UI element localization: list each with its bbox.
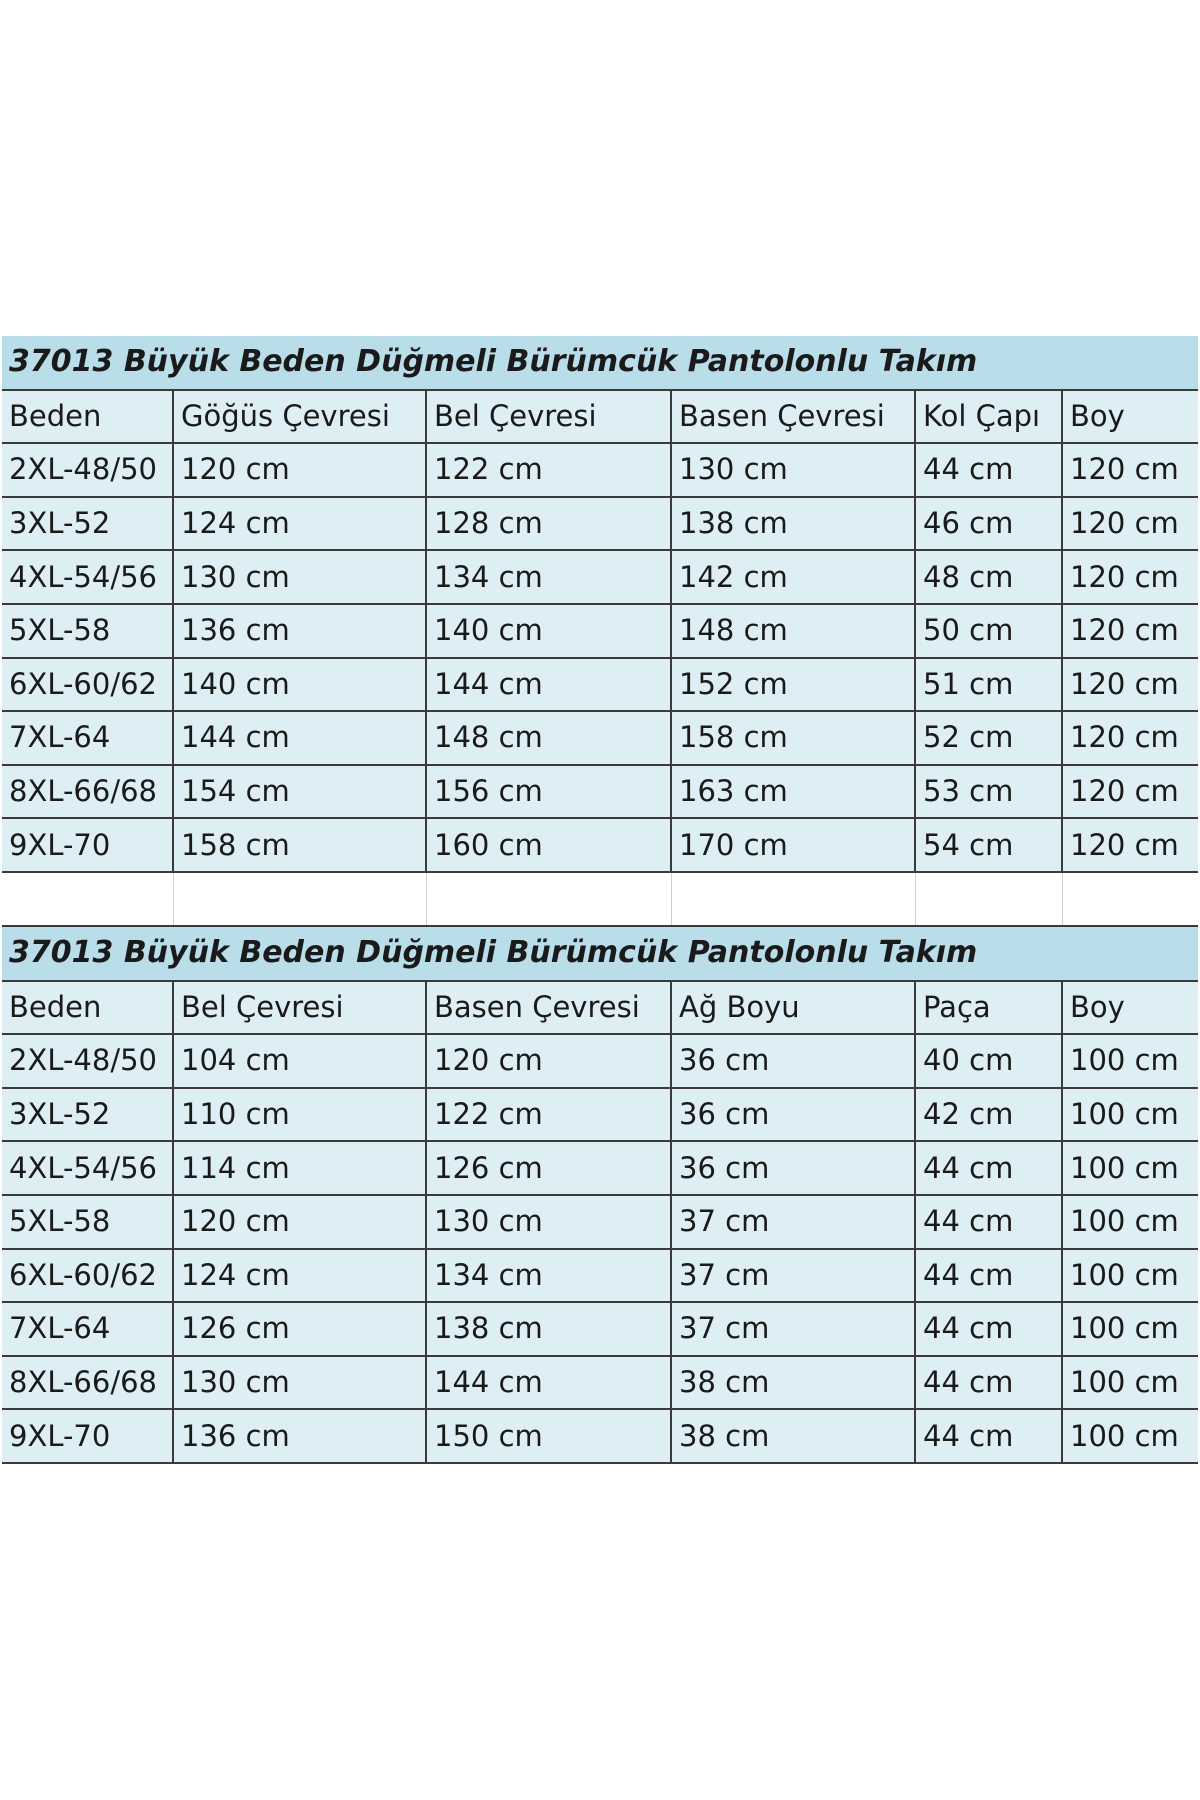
- measurement-cell: 130 cm: [173, 550, 426, 604]
- measurement-cell: 122 cm: [426, 1088, 671, 1142]
- size-cell: 6XL-60/62: [2, 1249, 173, 1303]
- column-header: Paça: [915, 981, 1062, 1035]
- measurement-cell: 120 cm: [1062, 658, 1198, 712]
- empty-cell: [671, 872, 915, 926]
- table-row: [2, 550, 1198, 604]
- measurement-cell: 124 cm: [173, 497, 426, 551]
- measurement-cell: 120 cm: [1062, 550, 1198, 604]
- empty-spacer-row: [2, 872, 1198, 926]
- measurement-cell: 120 cm: [173, 1195, 426, 1249]
- measurement-cell: 50 cm: [915, 604, 1062, 658]
- size-cell: 2XL-48/50: [2, 443, 173, 497]
- measurement-cell: 37 cm: [671, 1195, 915, 1249]
- measurement-cell: 104 cm: [173, 1034, 426, 1088]
- measurement-cell: 154 cm: [173, 765, 426, 819]
- measurement-cell: 140 cm: [173, 658, 426, 712]
- measurement-cell: 142 cm: [671, 550, 915, 604]
- measurement-cell: 36 cm: [671, 1088, 915, 1142]
- table-row: [2, 1302, 1198, 1356]
- measurement-cell: 128 cm: [426, 497, 671, 551]
- column-header: Bel Çevresi: [426, 390, 671, 444]
- measurement-cell: 53 cm: [915, 765, 1062, 819]
- measurement-cell: 110 cm: [173, 1088, 426, 1142]
- measurement-cell: 148 cm: [671, 604, 915, 658]
- measurement-cell: 120 cm: [1062, 818, 1198, 872]
- measurement-cell: 144 cm: [426, 1356, 671, 1410]
- table-title: 37013 Büyük Beden Düğmeli Bürümcük Pantolonlu Takım: [2, 336, 1198, 390]
- column-header: Beden: [2, 390, 173, 444]
- measurement-cell: 124 cm: [173, 1249, 426, 1303]
- measurement-cell: 156 cm: [426, 765, 671, 819]
- measurement-cell: 120 cm: [173, 443, 426, 497]
- top-size-table: [2, 336, 1198, 927]
- measurement-cell: 114 cm: [173, 1141, 426, 1195]
- measurement-cell: 120 cm: [1062, 497, 1198, 551]
- column-header: Bel Çevresi: [173, 981, 426, 1035]
- measurement-cell: 37 cm: [671, 1302, 915, 1356]
- size-cell: 2XL-48/50: [2, 1034, 173, 1088]
- column-header: Basen Çevresi: [426, 981, 671, 1035]
- size-cell: 8XL-66/68: [2, 765, 173, 819]
- measurement-cell: 52 cm: [915, 711, 1062, 765]
- measurement-cell: 38 cm: [671, 1409, 915, 1463]
- size-cell: 8XL-66/68: [2, 1356, 173, 1410]
- measurement-cell: 140 cm: [426, 604, 671, 658]
- size-cell: 6XL-60/62: [2, 658, 173, 712]
- measurement-cell: 136 cm: [173, 604, 426, 658]
- measurement-cell: 163 cm: [671, 765, 915, 819]
- column-header: Ağ Boyu: [671, 981, 915, 1035]
- top-table-body: [2, 336, 1198, 926]
- measurement-cell: 44 cm: [915, 1302, 1062, 1356]
- measurement-cell: 44 cm: [915, 1141, 1062, 1195]
- table-title-row: [2, 927, 1198, 981]
- measurement-cell: 158 cm: [173, 818, 426, 872]
- measurement-cell: 120 cm: [1062, 711, 1198, 765]
- measurement-cell: 130 cm: [671, 443, 915, 497]
- measurement-cell: 100 cm: [1062, 1249, 1198, 1303]
- column-header: Kol Çapı: [915, 390, 1062, 444]
- measurement-cell: 36 cm: [671, 1034, 915, 1088]
- measurement-cell: 100 cm: [1062, 1034, 1198, 1088]
- table-row: [2, 1249, 1198, 1303]
- measurement-cell: 136 cm: [173, 1409, 426, 1463]
- measurement-cell: 150 cm: [426, 1409, 671, 1463]
- size-cell: 4XL-54/56: [2, 550, 173, 604]
- measurement-cell: 138 cm: [426, 1302, 671, 1356]
- measurement-cell: 40 cm: [915, 1034, 1062, 1088]
- measurement-cell: 144 cm: [173, 711, 426, 765]
- table-row: [2, 1356, 1198, 1410]
- measurement-cell: 44 cm: [915, 1356, 1062, 1410]
- table-row: [2, 765, 1198, 819]
- table-row: [2, 818, 1198, 872]
- measurement-cell: 148 cm: [426, 711, 671, 765]
- size-cell: 3XL-52: [2, 1088, 173, 1142]
- measurement-cell: 100 cm: [1062, 1141, 1198, 1195]
- measurement-cell: 100 cm: [1062, 1409, 1198, 1463]
- table-header-row: [2, 981, 1198, 1035]
- column-header: Basen Çevresi: [671, 390, 915, 444]
- empty-cell: [426, 872, 671, 926]
- measurement-cell: 120 cm: [426, 1034, 671, 1088]
- table-row: [2, 443, 1198, 497]
- measurement-cell: 44 cm: [915, 1195, 1062, 1249]
- table-row: [2, 1141, 1198, 1195]
- measurement-cell: 100 cm: [1062, 1356, 1198, 1410]
- table-row: [2, 497, 1198, 551]
- measurement-cell: 100 cm: [1062, 1302, 1198, 1356]
- size-cell: 9XL-70: [2, 818, 173, 872]
- measurement-cell: 38 cm: [671, 1356, 915, 1410]
- measurement-cell: 44 cm: [915, 1249, 1062, 1303]
- table-header-row: [2, 390, 1198, 444]
- measurement-cell: 100 cm: [1062, 1195, 1198, 1249]
- measurement-cell: 37 cm: [671, 1249, 915, 1303]
- measurement-cell: 134 cm: [426, 1249, 671, 1303]
- measurement-cell: 160 cm: [426, 818, 671, 872]
- measurement-cell: 144 cm: [426, 658, 671, 712]
- measurement-cell: 51 cm: [915, 658, 1062, 712]
- measurement-cell: 170 cm: [671, 818, 915, 872]
- table-row: [2, 1195, 1198, 1249]
- size-cell: 5XL-58: [2, 604, 173, 658]
- measurement-cell: 152 cm: [671, 658, 915, 712]
- table-title-row: [2, 336, 1198, 390]
- bottom-size-table: [2, 927, 1198, 1464]
- measurement-cell: 120 cm: [1062, 604, 1198, 658]
- measurement-cell: 54 cm: [915, 818, 1062, 872]
- measurement-cell: 158 cm: [671, 711, 915, 765]
- measurement-cell: 130 cm: [173, 1356, 426, 1410]
- measurement-cell: 44 cm: [915, 443, 1062, 497]
- size-cell: 5XL-58: [2, 1195, 173, 1249]
- column-header: Boy: [1062, 390, 1198, 444]
- empty-cell: [2, 872, 173, 926]
- bottom-table-body: [2, 927, 1198, 1463]
- column-header: Beden: [2, 981, 173, 1035]
- column-header: Göğüs Çevresi: [173, 390, 426, 444]
- measurement-cell: 120 cm: [1062, 765, 1198, 819]
- measurement-cell: 42 cm: [915, 1088, 1062, 1142]
- measurement-cell: 46 cm: [915, 497, 1062, 551]
- table-row: [2, 658, 1198, 712]
- measurement-cell: 126 cm: [173, 1302, 426, 1356]
- table-title: 37013 Büyük Beden Düğmeli Bürümcük Pantolonlu Takım: [2, 927, 1198, 981]
- empty-cell: [1062, 872, 1198, 926]
- measurement-cell: 120 cm: [1062, 443, 1198, 497]
- measurement-cell: 122 cm: [426, 443, 671, 497]
- measurement-cell: 126 cm: [426, 1141, 671, 1195]
- measurement-cell: 48 cm: [915, 550, 1062, 604]
- table-row: [2, 1409, 1198, 1463]
- size-cell: 9XL-70: [2, 1409, 173, 1463]
- table-row: [2, 1088, 1198, 1142]
- measurement-cell: 36 cm: [671, 1141, 915, 1195]
- empty-cell: [915, 872, 1062, 926]
- size-cell: 3XL-52: [2, 497, 173, 551]
- measurement-cell: 100 cm: [1062, 1088, 1198, 1142]
- measurement-cell: 138 cm: [671, 497, 915, 551]
- table-row: [2, 1034, 1198, 1088]
- size-cell: 7XL-64: [2, 711, 173, 765]
- empty-cell: [173, 872, 426, 926]
- table-row: [2, 604, 1198, 658]
- measurement-cell: 130 cm: [426, 1195, 671, 1249]
- table-row: [2, 711, 1198, 765]
- column-header: Boy: [1062, 981, 1198, 1035]
- measurement-cell: 44 cm: [915, 1409, 1062, 1463]
- size-cell: 4XL-54/56: [2, 1141, 173, 1195]
- measurement-cell: 134 cm: [426, 550, 671, 604]
- size-cell: 7XL-64: [2, 1302, 173, 1356]
